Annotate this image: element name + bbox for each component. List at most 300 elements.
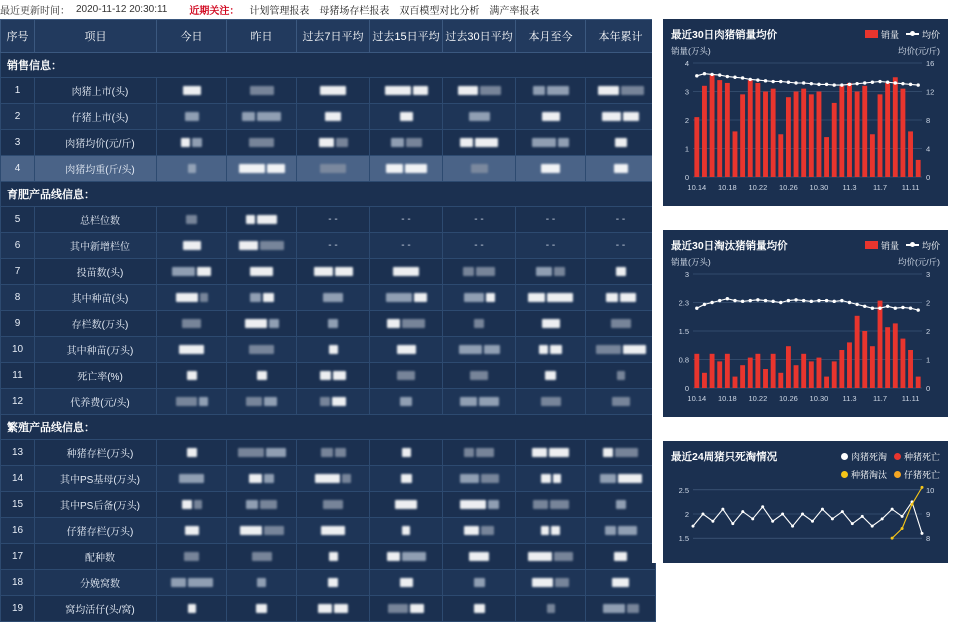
- value-blur: [249, 474, 262, 483]
- svg-text:8: 8: [926, 116, 931, 125]
- value-blur: [469, 112, 490, 121]
- table-row[interactable]: [1, 130, 656, 156]
- row-label: 其中PS后备(万头): [35, 492, 157, 518]
- chart2-plot[interactable]: [663, 268, 948, 406]
- svg-text:11.3: 11.3: [842, 183, 857, 192]
- value-blur: [479, 397, 499, 406]
- value-blur: [386, 293, 412, 302]
- row-value-cell: [370, 233, 443, 259]
- value-blur: [335, 267, 353, 276]
- row-value-cell: [157, 544, 227, 570]
- value-blur: [185, 112, 199, 121]
- value-blur: [393, 267, 419, 276]
- link-capacity-report[interactable]: 满产率报表: [489, 6, 540, 17]
- svg-text:0: 0: [926, 173, 931, 182]
- row-value-cell: [370, 78, 443, 104]
- row-value-cell: [227, 544, 297, 570]
- value-blur: [320, 164, 346, 173]
- empty-value: - -: [328, 214, 338, 225]
- value-blur: [249, 345, 274, 354]
- value-blur: [182, 500, 192, 509]
- value-blur: [606, 293, 618, 302]
- value-blur: [264, 397, 277, 406]
- row-label: 代养费(元/头): [35, 389, 157, 415]
- metrics-table-panel[interactable]: [0, 19, 652, 616]
- value-blur: [474, 604, 485, 613]
- empty-value: - -: [401, 240, 411, 251]
- chart1-svg: [667, 57, 944, 195]
- chart3-legend-label-1: 种猪死亡: [903, 451, 940, 462]
- link-model-compare[interactable]: 双百模型对比分析: [399, 6, 480, 17]
- value-blur: [184, 552, 199, 561]
- value-blur: [257, 578, 266, 587]
- row-value-cell: [516, 130, 586, 156]
- row-value-cell: [516, 518, 586, 544]
- dot-swatch-icon: [841, 471, 848, 478]
- value-blur: [617, 371, 625, 380]
- row-value-cell: [516, 363, 586, 389]
- value-blur: [332, 397, 346, 406]
- value-blur: [460, 474, 479, 483]
- row-value-cell: [586, 518, 656, 544]
- row-value-cell: [227, 285, 297, 311]
- chart3-plot[interactable]: [663, 481, 948, 553]
- row-value-cell: [297, 156, 370, 182]
- row-value-cell: [370, 337, 443, 363]
- chart3-legend-fattening-death[interactable]: [841, 450, 887, 463]
- empty-value: - -: [474, 214, 484, 225]
- row-value-cell: [516, 259, 586, 285]
- svg-text:1.5: 1.5: [678, 534, 689, 544]
- table-row[interactable]: [1, 518, 656, 544]
- value-blur: [550, 500, 569, 509]
- row-value-cell: [586, 389, 656, 415]
- row-value-cell: [586, 156, 656, 182]
- row-value-cell: [516, 156, 586, 182]
- row-label: 肉猪上市(头): [35, 78, 157, 104]
- value-blur: [314, 267, 333, 276]
- row-value-cell: [227, 492, 297, 518]
- row-label: 其中新增栏位: [35, 233, 157, 259]
- table-section-title: 销售信息：: [1, 53, 656, 78]
- value-blur: [620, 293, 636, 302]
- row-label: 仔猪上市(头): [35, 104, 157, 130]
- value-blur: [179, 474, 204, 483]
- value-blur: [397, 371, 415, 380]
- row-value-cell: [227, 311, 297, 337]
- value-blur: [476, 448, 494, 457]
- value-blur: [547, 86, 569, 95]
- row-value-cell: [586, 78, 656, 104]
- row-value-cell: [297, 337, 370, 363]
- row-label: 其中种苗(头): [35, 285, 157, 311]
- value-blur: [484, 345, 500, 354]
- value-blur: [335, 448, 346, 457]
- row-value-cell: [370, 544, 443, 570]
- value-blur: [459, 345, 482, 354]
- chart1-legend-price[interactable]: [906, 28, 940, 41]
- chart1-legend-volume[interactable]: [865, 28, 899, 41]
- table-section-header: [1, 415, 656, 440]
- value-blur: [481, 526, 494, 535]
- value-blur: [176, 397, 197, 406]
- row-value-cell: [370, 207, 443, 233]
- value-blur: [185, 526, 199, 535]
- value-blur: [257, 112, 281, 121]
- chart2-ylabel-left: 销量(万头): [671, 257, 711, 267]
- value-blur: [542, 319, 560, 328]
- empty-value: - -: [545, 214, 556, 225]
- value-blur: [414, 293, 427, 302]
- chart3-legend-label-3: 仔猪死亡: [903, 469, 940, 480]
- value-blur: [598, 86, 619, 95]
- table-row[interactable]: [1, 78, 656, 104]
- row-value-cell: [227, 337, 297, 363]
- value-blur: [536, 267, 552, 276]
- value-blur: [179, 345, 204, 354]
- empty-value: - -: [328, 240, 338, 251]
- value-blur: [266, 448, 286, 457]
- value-blur: [194, 500, 202, 509]
- row-value-cell: [443, 259, 516, 285]
- row-value-cell: [227, 156, 297, 182]
- svg-text:2: 2: [684, 510, 689, 519]
- chart2-legend-price[interactable]: [906, 239, 940, 252]
- row-value-cell: [443, 466, 516, 492]
- row-label: 种猪存栏(万头): [35, 440, 157, 466]
- value-blur: [325, 112, 341, 121]
- table-row[interactable]: [1, 544, 656, 570]
- value-blur: [627, 604, 639, 613]
- table-section-title: 繁殖产品线信息：: [1, 415, 656, 440]
- value-blur: [402, 552, 426, 561]
- value-blur: [532, 578, 553, 587]
- value-blur: [256, 604, 267, 613]
- chart1-legend[interactable]: [865, 28, 940, 41]
- chart2-header: [663, 230, 948, 256]
- row-value-cell: [586, 440, 656, 466]
- value-blur: [541, 164, 560, 173]
- value-blur: [187, 371, 197, 380]
- value-blur: [263, 293, 274, 302]
- table-row[interactable]: [1, 156, 656, 182]
- value-blur: [474, 319, 484, 328]
- value-blur: [267, 164, 285, 173]
- row-value-cell: [516, 389, 586, 415]
- top-status-bar: [0, 0, 955, 19]
- row-value-cell: [227, 440, 297, 466]
- value-blur: [385, 86, 411, 95]
- row-index: 5: [1, 207, 35, 233]
- row-value-cell: [443, 440, 516, 466]
- value-blur: [603, 604, 625, 613]
- svg-text:10.26: 10.26: [779, 394, 798, 403]
- value-blur: [400, 112, 413, 121]
- row-value-cell: [297, 363, 370, 389]
- value-blur: [555, 578, 569, 587]
- value-blur: [553, 474, 561, 483]
- row-value-cell: [227, 233, 297, 259]
- row-value-cell: [516, 466, 586, 492]
- line-swatch-icon: [906, 33, 919, 35]
- row-value-cell: [297, 104, 370, 130]
- row-value-cell: [516, 78, 586, 104]
- chart2-title: 最近30日淘汰猪销量均价: [671, 239, 788, 252]
- row-value-cell: [297, 311, 370, 337]
- value-blur: [470, 371, 488, 380]
- row-value-cell: [227, 78, 297, 104]
- value-blur: [469, 552, 489, 561]
- value-blur: [239, 241, 258, 250]
- table-row[interactable]: [1, 233, 656, 259]
- value-blur: [181, 138, 190, 147]
- bar-swatch-icon: [865, 241, 878, 249]
- value-blur: [264, 526, 284, 535]
- value-blur: [541, 526, 549, 535]
- row-value-cell: [227, 596, 297, 622]
- value-blur: [558, 138, 569, 147]
- value-blur: [614, 552, 627, 561]
- row-value-cell: [227, 363, 297, 389]
- value-blur: [171, 578, 186, 587]
- svg-text:10.22: 10.22: [748, 183, 768, 192]
- svg-text:12: 12: [926, 87, 935, 97]
- row-value-cell: [516, 104, 586, 130]
- row-value-cell: [227, 570, 297, 596]
- value-blur: [460, 500, 486, 509]
- update-time-label: 最近更新时间：: [0, 6, 70, 17]
- row-value-cell: [586, 337, 656, 363]
- value-blur: [188, 578, 213, 587]
- row-index: 16: [1, 518, 35, 544]
- row-index: 9: [1, 311, 35, 337]
- value-blur: [623, 112, 639, 121]
- value-blur: [413, 86, 428, 95]
- row-value-cell: [297, 389, 370, 415]
- row-value-cell: [586, 104, 656, 130]
- row-value-cell: [370, 285, 443, 311]
- link-sow-farm-report[interactable]: 母猪场存栏报表: [319, 6, 390, 17]
- row-value-cell: [516, 492, 586, 518]
- row-label: 肉猪均重(斤/头): [35, 156, 157, 182]
- value-blur: [249, 138, 274, 147]
- value-blur: [246, 397, 262, 406]
- row-value-cell: [227, 389, 297, 415]
- value-blur: [463, 267, 474, 276]
- row-value-cell: [157, 596, 227, 622]
- table-row[interactable]: [1, 570, 656, 596]
- table-row[interactable]: [1, 389, 656, 415]
- row-value-cell: [297, 207, 370, 233]
- table-header-row: [1, 20, 656, 53]
- chart1-legend-price-label: 均价: [921, 29, 940, 40]
- value-blur: [464, 448, 474, 457]
- svg-text:10.14: 10.14: [687, 394, 707, 403]
- th-avg15: 过去15日平均: [370, 20, 443, 53]
- row-index: 1: [1, 78, 35, 104]
- chart-card-mortality[interactable]: [663, 441, 948, 563]
- value-blur: [319, 138, 334, 147]
- link-plan-report[interactable]: 计划管理报表: [249, 6, 310, 17]
- value-blur: [486, 293, 495, 302]
- svg-text:2.3: 2.3: [678, 298, 689, 308]
- value-blur: [400, 578, 413, 587]
- value-blur: [603, 448, 613, 457]
- chart2-legend[interactable]: [865, 239, 940, 252]
- value-blur: [551, 526, 560, 535]
- value-blur: [391, 138, 404, 147]
- row-value-cell: [586, 311, 656, 337]
- value-blur: [532, 448, 547, 457]
- bar-swatch-icon: [865, 30, 878, 38]
- svg-text:2: 2: [684, 116, 689, 125]
- value-blur: [334, 604, 348, 613]
- row-value-cell: [516, 596, 586, 622]
- value-blur: [264, 474, 274, 483]
- value-blur: [541, 397, 561, 406]
- value-blur: [260, 241, 284, 250]
- row-label: 存栏数(万头): [35, 311, 157, 337]
- row-value-cell: [586, 130, 656, 156]
- th-index: 序号: [1, 20, 35, 53]
- value-blur: [321, 448, 333, 457]
- chart3-legend-piglet-death[interactable]: [894, 468, 940, 481]
- chart1-plot[interactable]: [663, 57, 948, 195]
- value-blur: [183, 241, 201, 250]
- row-index: 4: [1, 156, 35, 182]
- row-value-cell: [443, 311, 516, 337]
- svg-text:0: 0: [684, 173, 689, 182]
- value-blur: [320, 397, 330, 406]
- value-blur: [245, 319, 267, 328]
- table-row[interactable]: [1, 285, 656, 311]
- svg-text:11.7: 11.7: [872, 183, 888, 192]
- row-value-cell: [516, 337, 586, 363]
- row-value-cell: [157, 156, 227, 182]
- row-value-cell: [157, 233, 227, 259]
- value-blur: [621, 86, 644, 95]
- value-blur: [596, 345, 621, 354]
- svg-text:11.7: 11.7: [872, 394, 888, 403]
- value-blur: [405, 164, 427, 173]
- value-blur: [480, 86, 501, 95]
- row-value-cell: [443, 130, 516, 156]
- value-blur: [542, 112, 560, 121]
- row-label: 配种数: [35, 544, 157, 570]
- value-blur: [395, 500, 417, 509]
- row-index: 8: [1, 285, 35, 311]
- chart1-header: [663, 19, 948, 45]
- table-row[interactable]: [1, 104, 656, 130]
- row-value-cell: [370, 389, 443, 415]
- value-blur: [616, 267, 626, 276]
- table-row[interactable]: [1, 311, 656, 337]
- row-value-cell: [370, 259, 443, 285]
- chart2-legend-price-label: 均价: [921, 240, 940, 251]
- table-row[interactable]: [1, 440, 656, 466]
- row-value-cell: [297, 492, 370, 518]
- chart3-legend-label-0: 肉猪死淘: [850, 451, 887, 462]
- table-row[interactable]: [1, 337, 656, 363]
- chart3-legend[interactable]: [841, 450, 940, 463]
- row-value-cell: [443, 544, 516, 570]
- row-value-cell: [157, 466, 227, 492]
- value-blur: [269, 319, 279, 328]
- value-blur: [471, 164, 488, 173]
- svg-text:10.26: 10.26: [779, 183, 798, 192]
- row-value-cell: [443, 207, 516, 233]
- table-row[interactable]: [1, 492, 656, 518]
- chart3-legend-breeder-death[interactable]: [894, 450, 940, 463]
- row-value-cell: [297, 596, 370, 622]
- focus-label: 近期关注：: [189, 6, 240, 17]
- table-row[interactable]: [1, 596, 656, 622]
- value-blur: [550, 345, 562, 354]
- chart2-legend-volume[interactable]: [865, 239, 899, 252]
- svg-text:10.30: 10.30: [809, 394, 829, 403]
- chart3-legend-breeder-cull[interactable]: [841, 468, 887, 481]
- svg-text:11.3: 11.3: [842, 394, 857, 403]
- row-value-cell: [370, 363, 443, 389]
- value-blur: [239, 164, 265, 173]
- svg-text:8: 8: [926, 534, 931, 544]
- table-row[interactable]: [1, 259, 656, 285]
- svg-text:16: 16: [926, 59, 935, 68]
- value-blur: [386, 164, 403, 173]
- value-blur: [260, 500, 277, 509]
- chart-card-pig-sales[interactable]: [663, 19, 948, 206]
- table-row[interactable]: [1, 207, 656, 233]
- row-value-cell: [516, 544, 586, 570]
- row-index: 10: [1, 337, 35, 363]
- table-row[interactable]: [1, 363, 656, 389]
- value-blur: [323, 500, 343, 509]
- line-swatch-icon: [906, 244, 919, 246]
- row-value-cell: [443, 233, 516, 259]
- table-body: [1, 53, 656, 622]
- row-value-cell: [516, 285, 586, 311]
- row-value-cell: [227, 207, 297, 233]
- value-blur: [547, 604, 555, 613]
- svg-text:10.18: 10.18: [717, 183, 737, 192]
- row-value-cell: [297, 78, 370, 104]
- value-blur: [401, 474, 412, 483]
- value-blur: [481, 474, 499, 483]
- row-value-cell: [157, 259, 227, 285]
- value-blur: [320, 371, 331, 380]
- chart2-legend-volume-label: 销量: [880, 240, 899, 251]
- svg-text:10: 10: [926, 485, 935, 495]
- row-value-cell: [157, 285, 227, 311]
- th-month-to-date: 本月至今: [516, 20, 586, 53]
- value-blur: [464, 293, 484, 302]
- value-blur: [402, 526, 410, 535]
- row-value-cell: [586, 285, 656, 311]
- value-blur: [315, 474, 340, 483]
- value-blur: [328, 319, 338, 328]
- row-value-cell: [157, 363, 227, 389]
- table-row[interactable]: [1, 466, 656, 492]
- value-blur: [257, 215, 277, 224]
- svg-text:2: 2: [926, 327, 931, 336]
- row-label: 总栏位数: [35, 207, 157, 233]
- update-time-value: 2020-11-12 20:30:11: [76, 4, 168, 15]
- empty-value: - -: [474, 240, 484, 251]
- svg-text:10.22: 10.22: [748, 394, 768, 403]
- svg-text:10.18: 10.18: [717, 394, 737, 403]
- chart-card-cull-sales[interactable]: [663, 230, 948, 417]
- empty-value: - -: [545, 240, 556, 251]
